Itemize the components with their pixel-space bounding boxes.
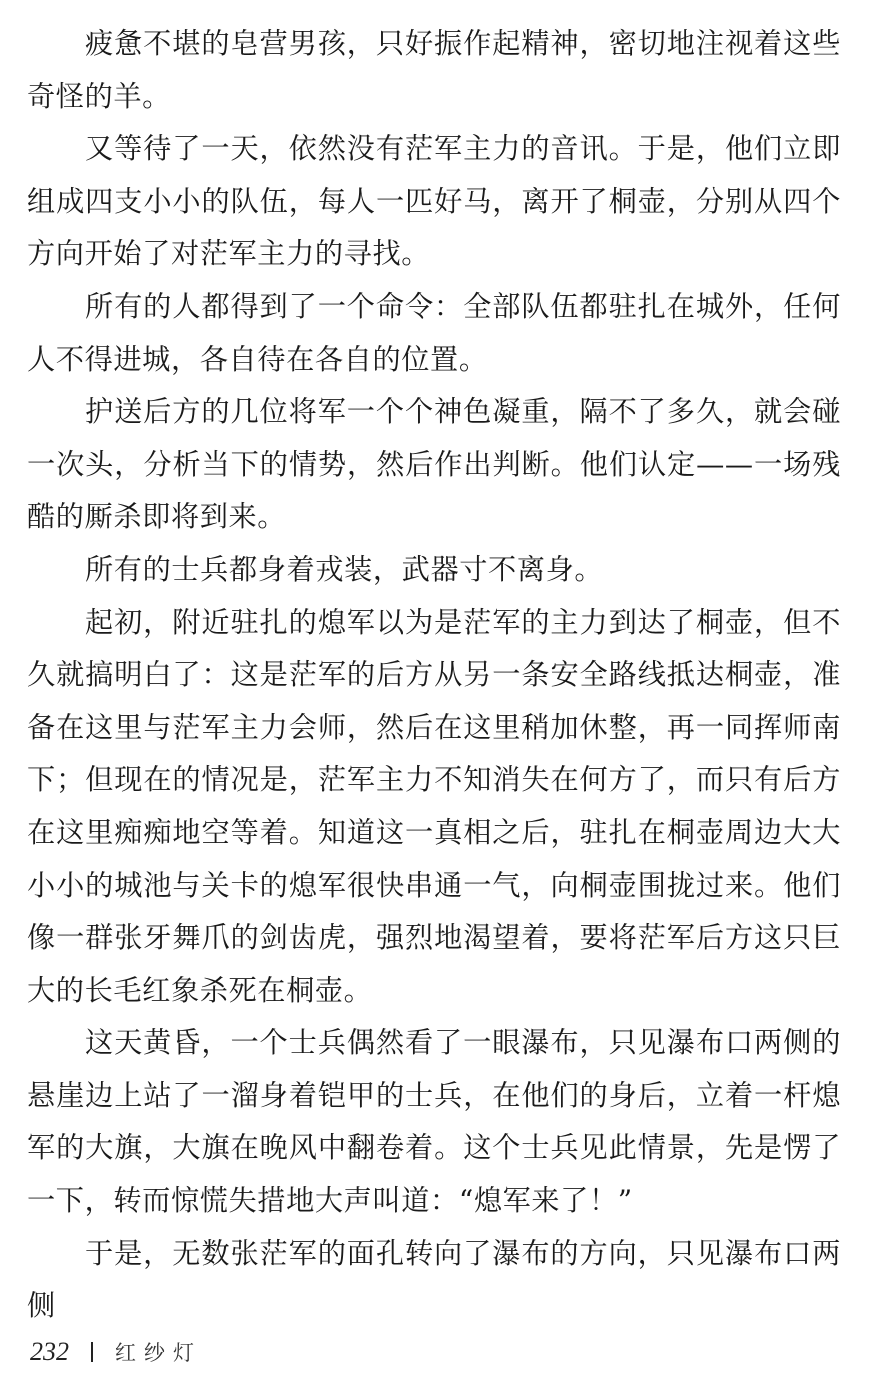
paragraph: 所有的士兵都身着戎装，武器寸不离身。 xyxy=(85,552,604,586)
page-body-text xyxy=(27,18,841,1333)
paragraph: 护送后方的几位将军一个个神色凝重，隔不了多久，就会碰一次头，分析当下的情势，然后作出判断。他们认定——一场残酷的厮杀即将到来。 xyxy=(27,395,841,534)
paragraph: 于是，无数张茫军的面孔转向了瀑布的方向，只见瀑布口两侧 xyxy=(27,1236,841,1323)
footer-divider xyxy=(91,1342,93,1362)
paragraph: 又等待了一天，依然没有茫军主力的音讯。于是，他们立即组成四支小小的队伍，每人一匹好马，离开了桐壶，分别从四个方向开始了对茫军主力的寻找。 xyxy=(27,132,841,271)
paragraph: 起初，附近驻扎的熄军以为是茫军的主力到达了桐壶，但不久就搞明白了：这是茫军的后方从另一条安全路线抵达桐壶，准备在这里与茫军主力会师，然后在这里稍加休整，再一同挥师南下；但现在的情况是，茫军主力不知消失在何方了，而只有后方在这里痴痴地空等着。知道这一真相之后，驻扎在桐壶周边大大小小的城池与关卡的熄军很快串通一气，向桐壶围拢过来。他们像一群张牙舞爪的剑齿虎，强烈地渴望着，要将茫军后方这只巨大的长毛红象杀死在桐壶。 xyxy=(27,605,841,1007)
paragraph: 所有的人都得到了一个命令：全部队伍都驻扎在城外，任何人不得进城，各自待在各自的位置。 xyxy=(27,289,841,376)
page-footer xyxy=(30,1332,202,1372)
paragraph: 这天黄昏，一个士兵偶然看了一眼瀑布，只见瀑布口两侧的悬崖边上站了一溜身着铠甲的士兵，在他们的身后，立着一杆熄军的大旗，大旗在晚风中翻卷着。这个士兵见此情景，先是愣了一下，转而惊慌失措地大声叫道：“熄军来了！” xyxy=(27,1026,841,1218)
page-number: 232 xyxy=(30,1337,69,1366)
book-title: 红纱灯 xyxy=(115,1341,202,1365)
paragraph: 疲惫不堪的皂营男孩，只好振作起精神，密切地注视着这些奇怪的羊。 xyxy=(27,27,841,113)
